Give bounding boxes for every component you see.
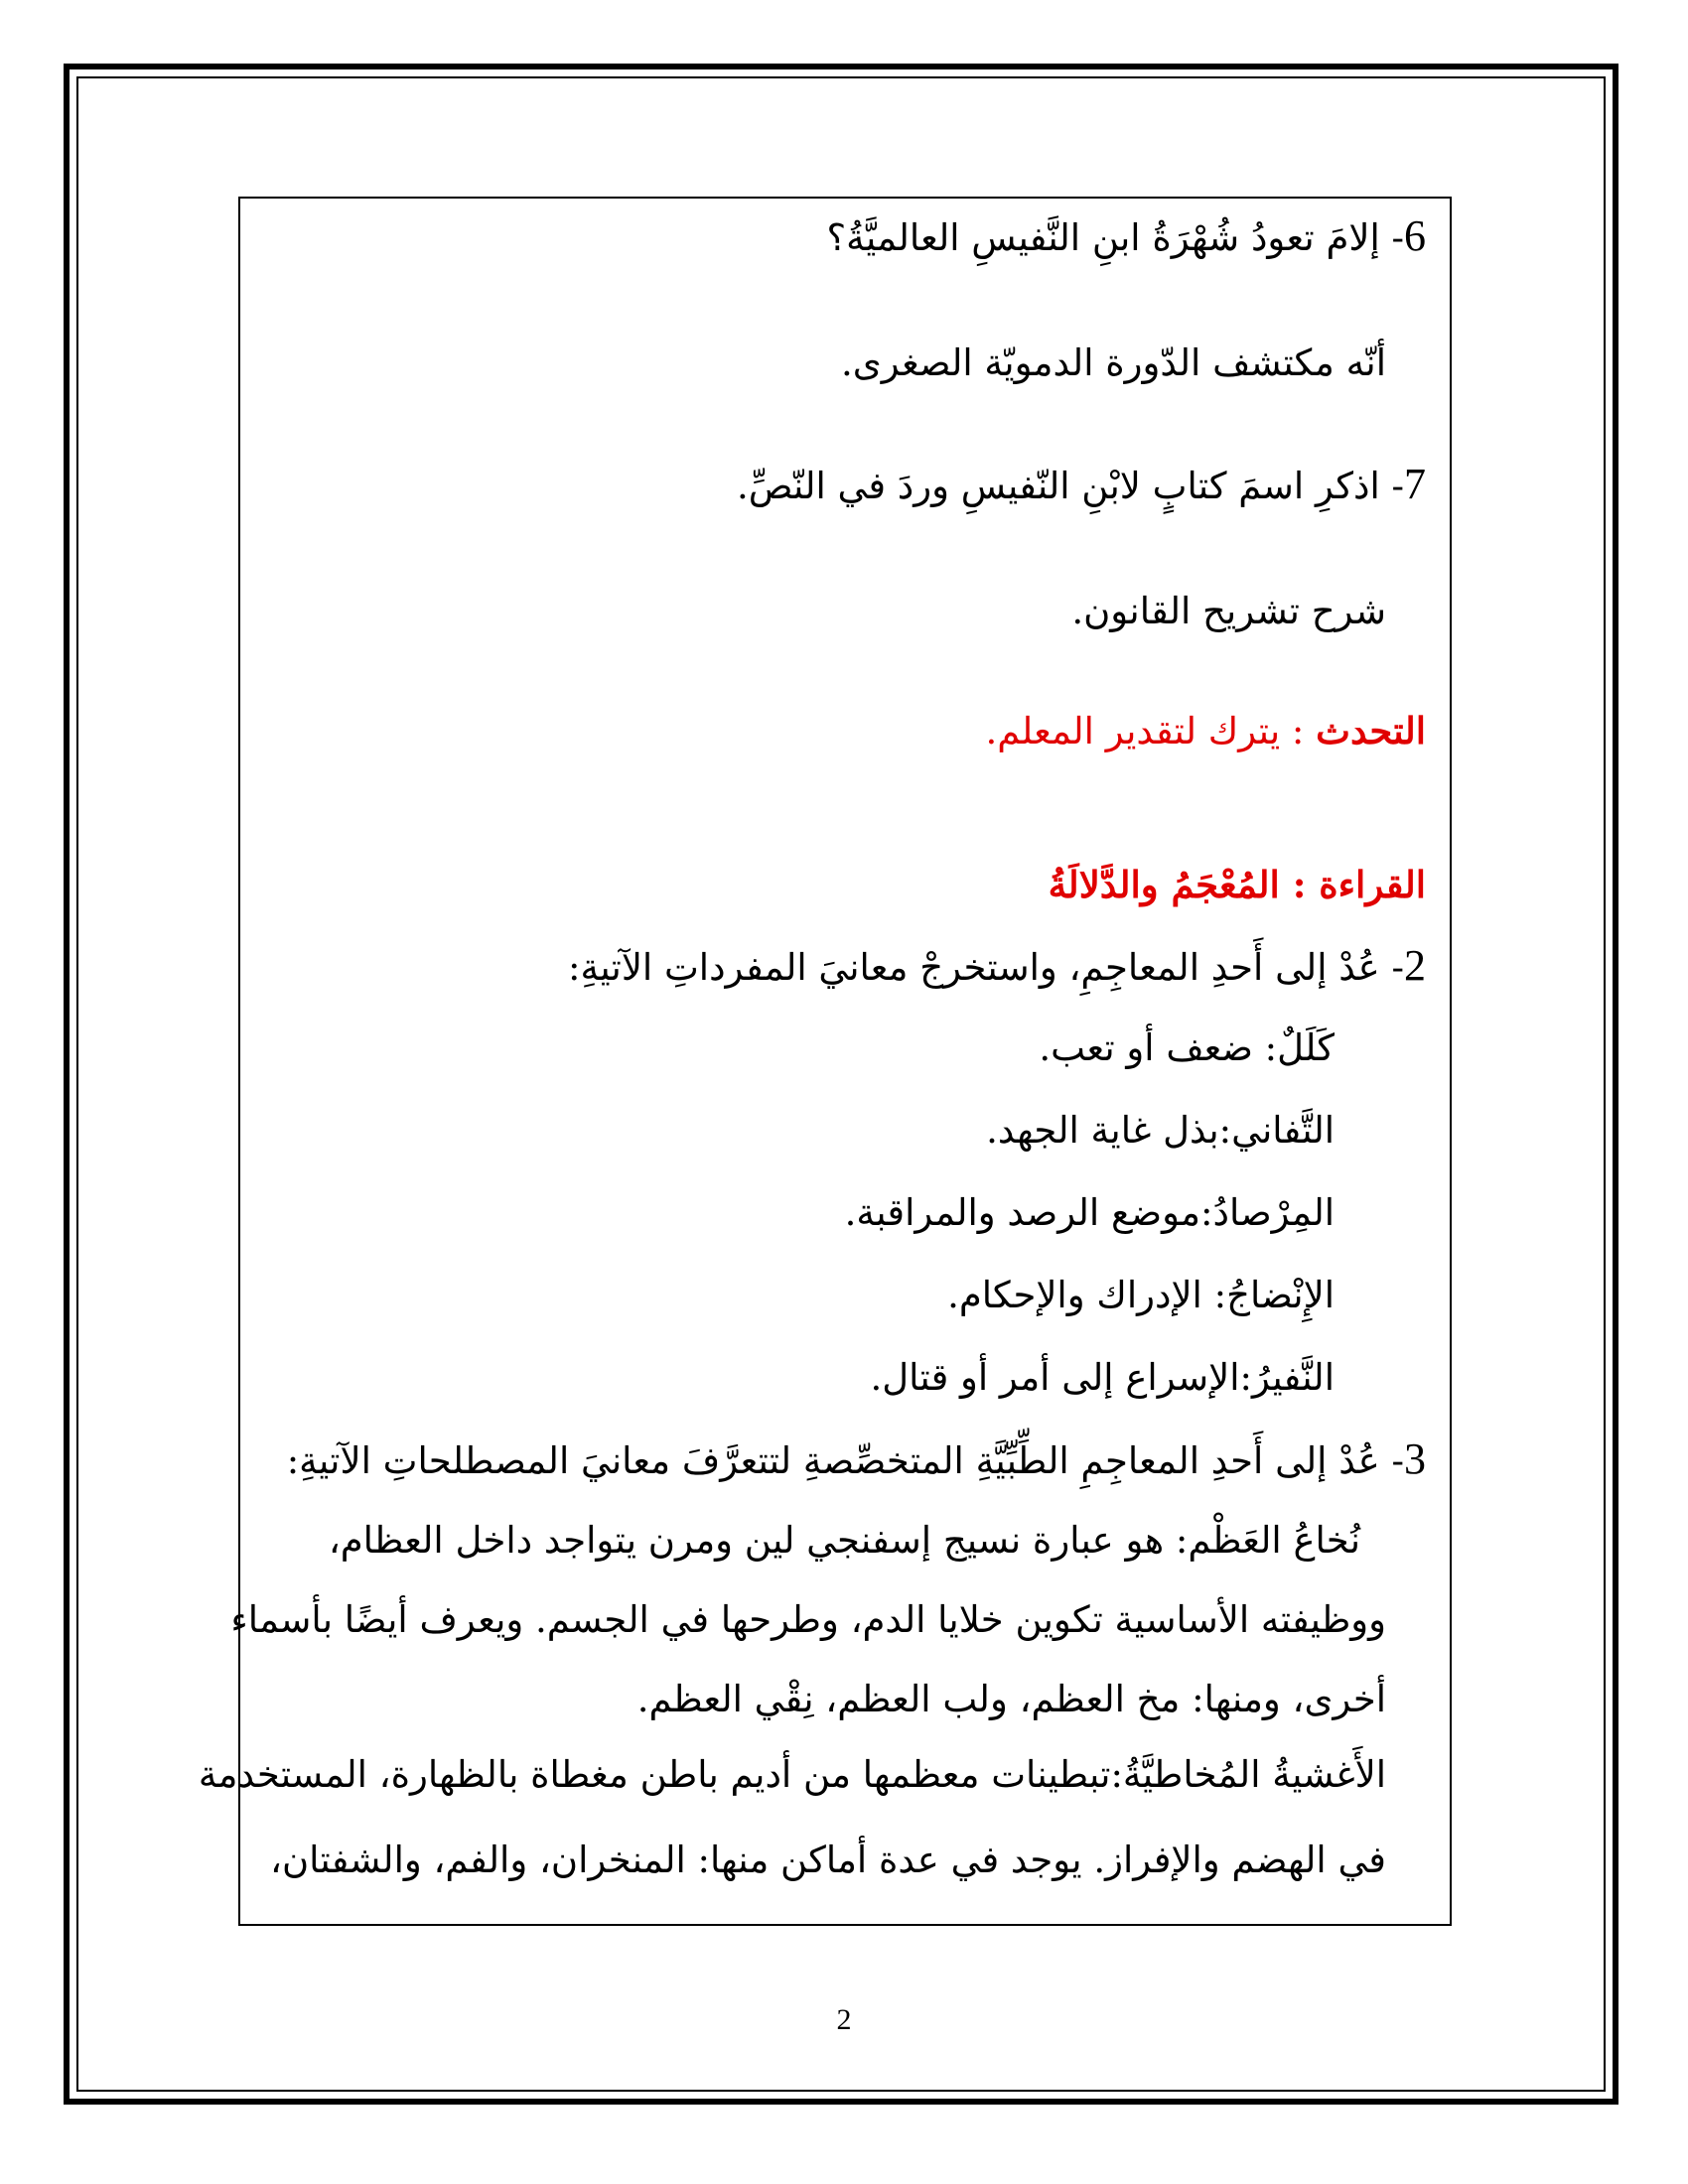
vocab-item: التَّفاني:بذل غاية الجهد. xyxy=(986,1109,1335,1152)
vocab-item: كَلَلٌ: ضعف أو تعب. xyxy=(1039,1026,1335,1069)
question-3-number: 3 xyxy=(1404,1434,1426,1483)
bone-marrow-line-1: نُخاعُ العَظْم: هو عبارة نسيج إسفنجي لين ومرن يتواجد داخل العظام، xyxy=(328,1519,1360,1562)
page-number: 2 xyxy=(836,2003,852,2036)
answer-6: أنّه مكتشف الدّورة الدمويّة الصغرى. xyxy=(841,341,1386,384)
question-3 xyxy=(280,1433,1426,1487)
speaking-label: التحدث xyxy=(1316,709,1426,752)
mucous-membranes-line-1: الأَغشيةُ المُخاطيَّةُ:تبطينات معظمها من أديم باطن مغطاة بالظهارة، المستخدمة xyxy=(198,1753,1386,1796)
speaking-text: يترك لتقدير المعلم. xyxy=(985,710,1281,752)
question-7-text: - اذكرِ اسمَ كتابٍ لابْنِ النّفيسِ وردَ في النّصِّ. xyxy=(736,465,1404,507)
vocab-item: النَّفيرُ:الإسراع إلى أمر أو قتال. xyxy=(870,1356,1335,1399)
question-2 xyxy=(280,940,1426,994)
bone-marrow-line-3: أخرى، ومنها: مخ العظم، ولب العظم، نِقْي العظم. xyxy=(636,1678,1386,1720)
question-2-number: 2 xyxy=(1404,941,1426,990)
question-6-number: 6 xyxy=(1404,211,1426,260)
question-7-number: 7 xyxy=(1404,460,1426,508)
content-box xyxy=(198,197,1452,1926)
question-7 xyxy=(280,459,1426,512)
question-2-text: - عُدْ إلى أَحدِ المعاجِمِ، واستخرجْ معانيَ المفرداتِ الآتيةِ: xyxy=(568,946,1404,989)
answer-7: شرح تشريح القانون. xyxy=(1071,590,1386,632)
speaking-separator: : xyxy=(1280,710,1317,752)
question-6-text: - إلامَ تعودُ شُهْرَةُ ابنِ النَّفيسِ العالميَّةُ؟ xyxy=(826,216,1404,259)
question-6 xyxy=(280,210,1426,264)
vocab-item: الإِنْضاجُ: الإدراك والإحكام. xyxy=(947,1274,1335,1316)
speaking-section xyxy=(280,705,1426,757)
vocab-item: المِرْصادُ:موضع الرصد والمراقبة. xyxy=(844,1191,1335,1234)
mucous-membranes-line-2: في الهضم والإفراز. يوجد في عدة أماكن منها: المنخران، والفم، والشفتان، xyxy=(270,1839,1386,1881)
bone-marrow-line-2: ووظيفته الأساسية تكوين خلايا الدم، وطرحها في الجسم. ويعرف أيضًا بأسماء xyxy=(230,1598,1386,1641)
reading-title: القراءة : المُعْجَمُ والدَّلالَةُ xyxy=(1048,863,1426,906)
question-3-text: - عُدْ إلى أَحدِ المعاجِمِ الطِّبِّيَّةِ المتخصِّصةِ لتتعرَّفَ معانيَ المصطلحاتِ الآتيةِ: xyxy=(286,1439,1404,1482)
